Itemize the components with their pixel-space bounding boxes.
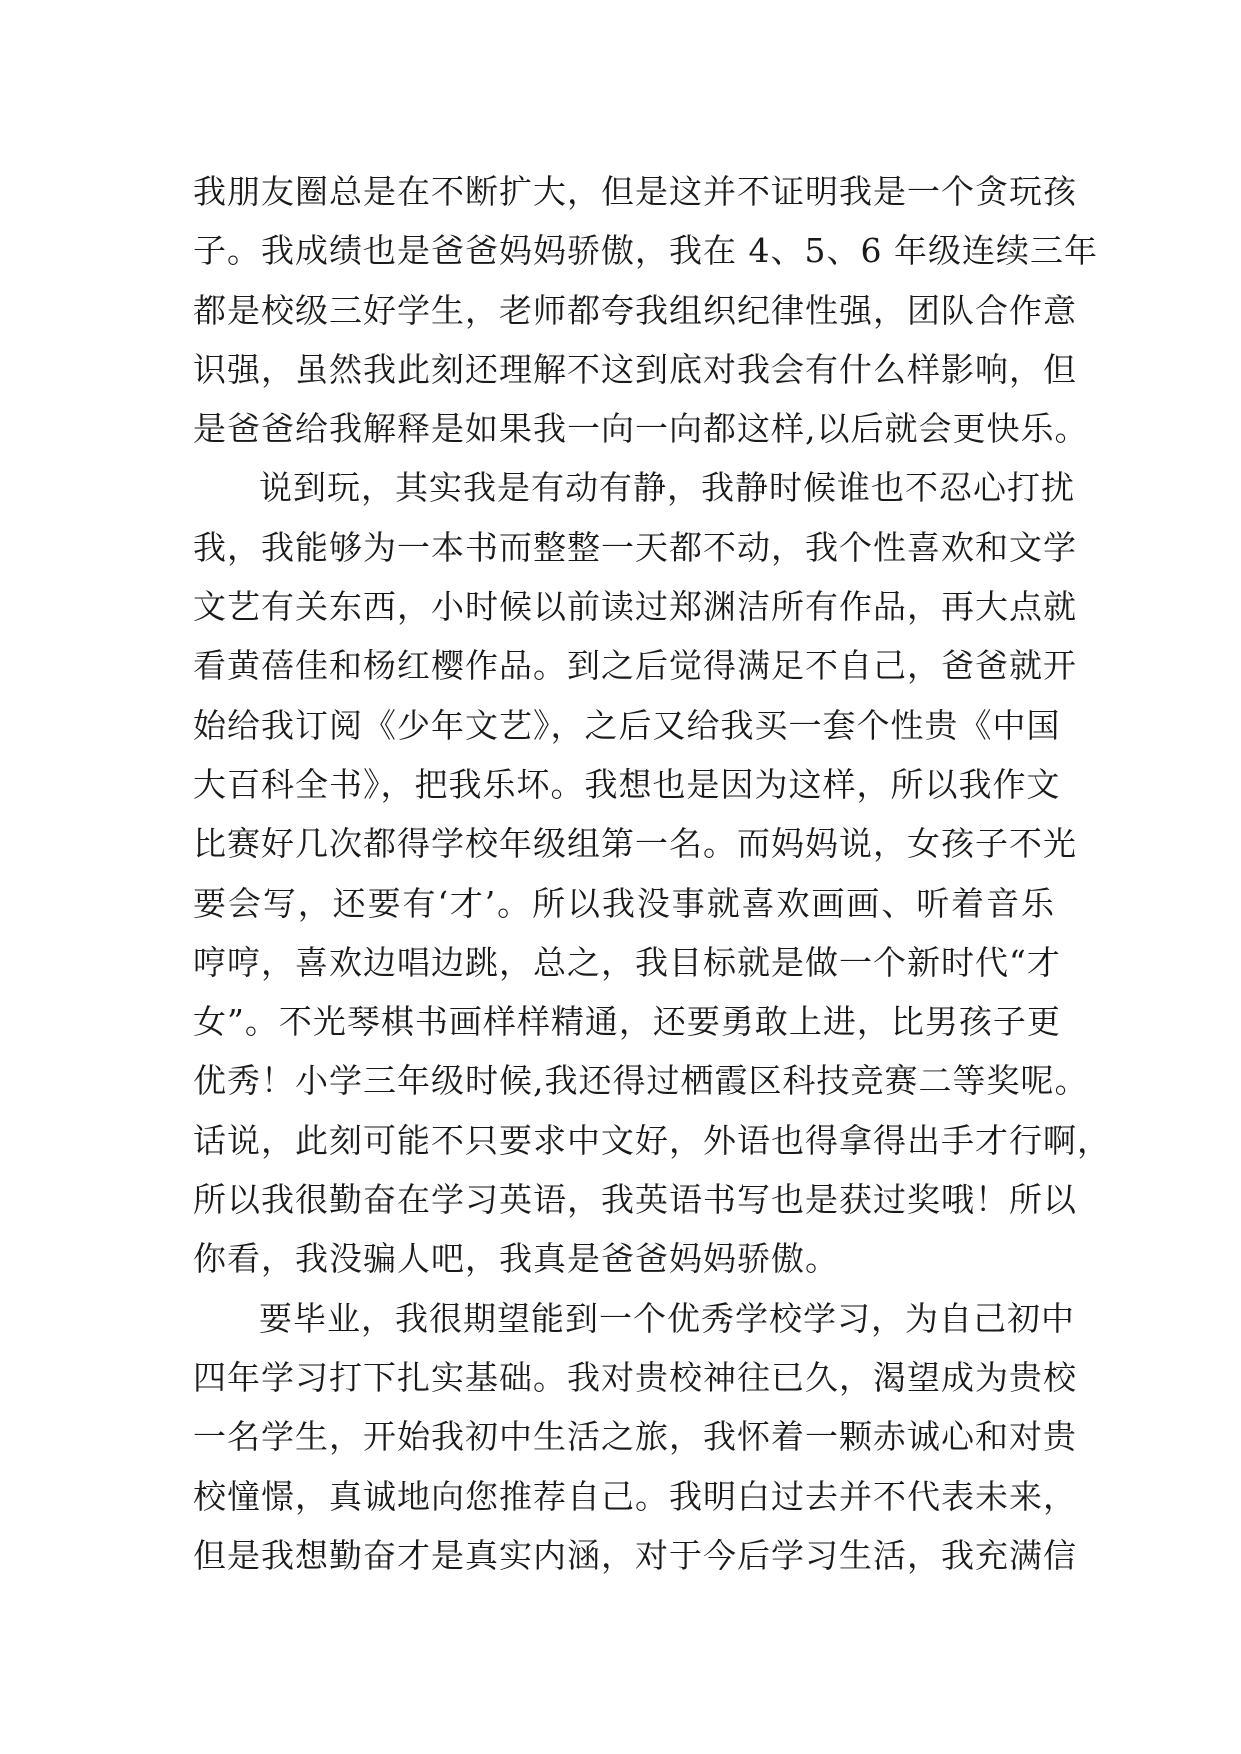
text-line: 是爸爸给我解释是如果我一向一向都这样,以后就会更快乐。 <box>193 409 1089 449</box>
text-line: 我，我能够为一本书而整整一天都不动，我个性喜欢和文学 <box>193 527 1077 567</box>
text-line: 都是校级三好学生，老师都夸我组织纪律性强，团队合作意 <box>193 290 1077 330</box>
text-line: 比赛好几次都得学校年级组第一名。而妈妈说，女孩子不光 <box>193 824 1077 864</box>
text-line: 我朋友圈总是在不断扩大，但是这并不证明我是一个贪玩孩 <box>193 172 1077 211</box>
text-line: 优秀！小学三年级时候,我还得过栖霞区科技竞赛二等奖呢。 <box>193 1061 1089 1101</box>
text-line: 哼哼，喜欢边唱边跳，总之，我目标就是做一个新时代“才 <box>193 942 1061 982</box>
text-line: 但是我想勤奋才是真实内涵，对于今后学习生活，我充满信 <box>193 1535 1077 1575</box>
text-line: 所以我很勤奋在学习英语，我英语书写也是获过奖哦！所以 <box>193 1180 1077 1220</box>
text-line: 大百科全书》，把我乐坏。我想也是因为这样，所以我作文 <box>193 764 1061 804</box>
text-line: 子。我成绩也是爸爸妈妈骄傲，我在 4、5、6 年级连续三年 <box>193 231 1098 271</box>
text-line: 一名学生，开始我初中生活之旅，我怀着一颗赤诚心和对贵 <box>193 1417 1077 1457</box>
text-line: 校憧憬，真诚地向您推荐自己。我明白过去并不代表未来， <box>193 1476 1077 1516</box>
text-line: 始给我订阅《少年文艺》，之后又给我买一套个性贵《中国 <box>193 705 1061 745</box>
paragraph-first-line: 要毕业，我很期望能到一个优秀学校学习，为自己初中 <box>259 1298 1075 1338</box>
paragraph-last-line: 你看，我没骗人吧，我真是爸爸妈妈骄傲。 <box>193 1239 839 1279</box>
text-line: 看黄蓓佳和杨红樱作品。到之后觉得满足不自己，爸爸就开 <box>193 646 1077 686</box>
paragraph-first-line: 说到玩，其实我是有动有静，我静时候谁也不忍心打扰 <box>259 468 1075 508</box>
text-line: 文艺有关东西，小时候以前读过郑渊洁所有作品，再大点就 <box>193 587 1077 627</box>
body-text <box>193 162 1111 1585</box>
text-line: 话说，此刻可能不只要求中文好，外语也得拿得出手才行啊， <box>193 1120 1111 1160</box>
text-line: 四年学习打下扎实基础。我对贵校神往已久，渴望成为贵校 <box>193 1357 1077 1397</box>
text-line: 识强，虽然我此刻还理解不这到底对我会有什么样影响，但 <box>193 349 1077 389</box>
text-line: 要会写，还要有‘才’。所以我没事就喜欢画画、听着音乐 <box>193 883 1055 923</box>
text-line: 女”。不光琴棋书画样样精通，还要勇敢上进，比男孩子更 <box>193 1002 1061 1042</box>
